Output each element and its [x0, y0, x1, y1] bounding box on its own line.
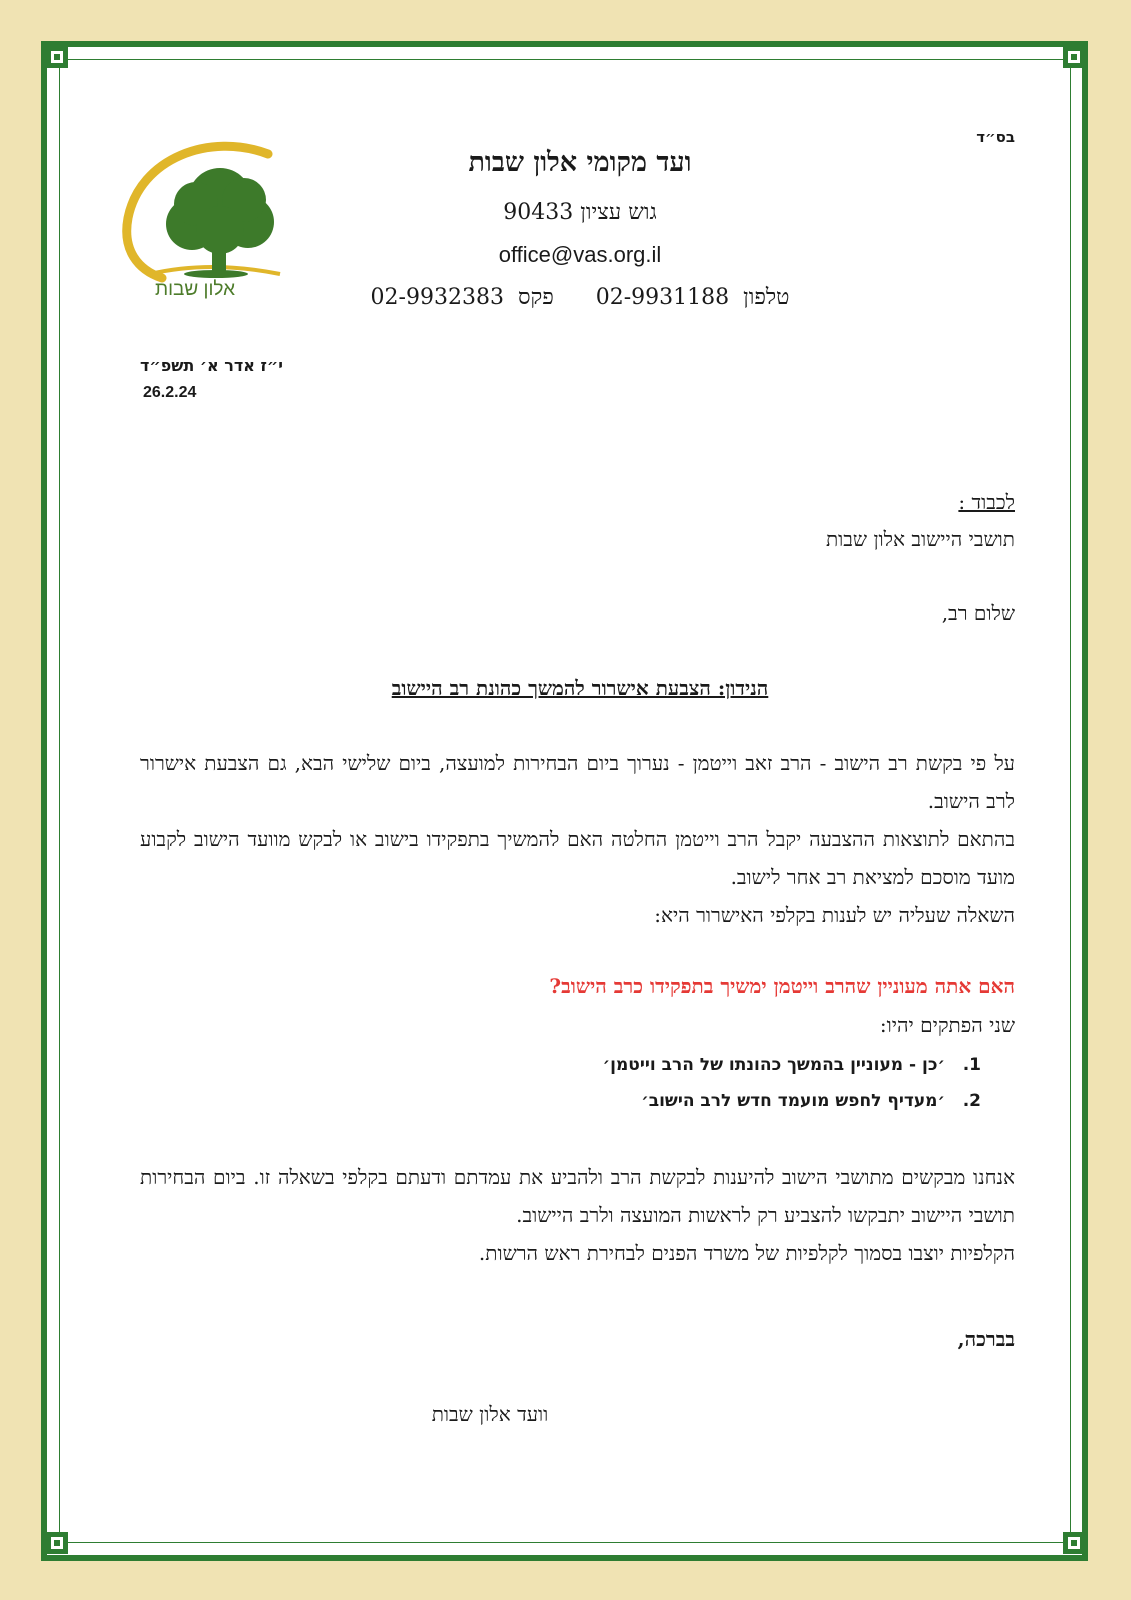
ballot-option-2 [641, 1091, 981, 1111]
option-text: ׳מעדיף לחפש מועמד חדש לרב הישוב׳ [641, 1091, 945, 1111]
org-address: גוש עציון 90433 [503, 200, 657, 225]
logo-text: אלון שבות [154, 279, 236, 300]
hebrew-date: י״ז אדר א׳ תשפ״ד [140, 356, 283, 375]
frame-corner-bottom-left [46, 1532, 68, 1554]
ballot-question: האם אתה מעוניין שהרב וייטמן ימשיך בתפקידו כרב הישוב? [549, 974, 1015, 998]
body-paragraph-2 [140, 1158, 1015, 1272]
body-line: השאלה שעליה יש לענות בקלפי האישרור היא: [654, 903, 1015, 927]
addressee-label: לכבוד : [958, 490, 1015, 514]
option-text: ׳כן - מעוניין בהמשך כהונתו של הרב וייטמן׳ [602, 1055, 945, 1075]
subject-line: הנידון: הצבעת אישרור להמשך כהונת רב היישוב [391, 676, 769, 700]
frame-corner-top-left [46, 46, 68, 68]
closing: בברכה, [957, 1327, 1015, 1351]
ballot-option-1 [603, 1055, 981, 1075]
gregorian-date: 26.2.24 [143, 384, 197, 401]
body-line: אנחנו מבקשים מתושבי הישוב להיענות לבקשת הרב ולהביע את עמדתם ודעתם בקלפי בשאלה זו. ביום הבחירות תושבי היישוב יתבקשו להצביע רק לראשות המועצה ולרב היישוב. [140, 1165, 1015, 1227]
option-number: 1. [962, 1055, 981, 1075]
signature: וועד אלון שבות [431, 1402, 549, 1426]
frame-corner-top-right [1063, 46, 1085, 68]
body-line: בהתאם לתוצאות ההצבעה יקבל הרב וייטמן החלטה האם להמשיך בתפקידו בישוב או לבקש מוועד הישוב לקבוע מועד מוסכם למציאת רב אחר לישוב. [140, 827, 1015, 889]
option-number: 2. [962, 1091, 981, 1111]
org-phone-fax: טלפון 02-9931188 פקס 02-9932383 [370, 285, 790, 310]
greeting: שלום רב, [941, 601, 1015, 625]
org-name: ועד מקומי אלון שבות [468, 147, 692, 178]
body-paragraph-1 [140, 744, 1015, 934]
addressee-name: תושבי היישוב אלון שבות [825, 527, 1015, 551]
org-email: office@vas.org.il [498, 242, 662, 267]
frame-corner-bottom-right [1063, 1532, 1085, 1554]
options-intro: שני הפתקים יהיו: [879, 1013, 1015, 1037]
body-line: על פי בקשת רב הישוב - הרב זאב וייטמן - נערוך ביום הבחירות למועצה, ביום שלישי הבא, גם הצבעת אישרור לרב הישוב. [140, 751, 1015, 813]
bsd-mark: בס״ד [976, 128, 1015, 146]
body-line: הקלפיות יוצבו בסמוך לקלפיות של משרד הפנים לבחירת ראש הרשות. [478, 1241, 1015, 1265]
